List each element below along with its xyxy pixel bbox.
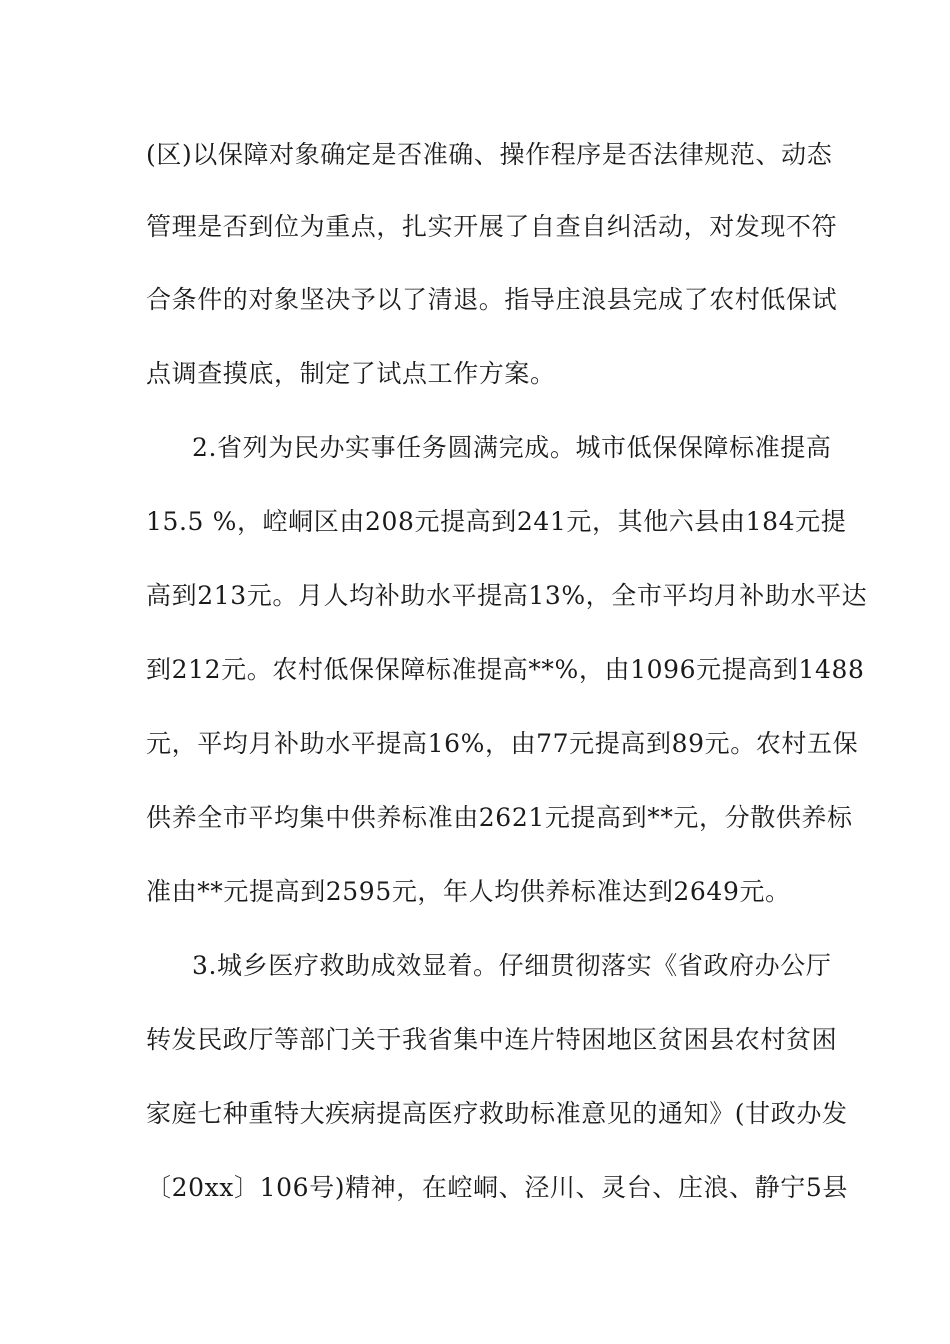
text-line: 点调查摸底，制定了试点工作方案。 bbox=[146, 359, 556, 388]
text-line: 准由**元提高到2595元，年人均供养标准达到2649元。 bbox=[146, 877, 791, 906]
paragraph-start-line: 3.城乡医疗救助成效显着。仔细贯彻落实《省政府办公厅 bbox=[192, 951, 832, 980]
text-line: 转发民政厅等部门关于我省集中连片特困地区贫困县农村贫困 bbox=[146, 1025, 838, 1054]
text-line: 〔20xx〕106号)精神，在崆峒、泾川、灵台、庄浪、静宁5县 bbox=[146, 1173, 848, 1202]
paragraph-start-line: 2.省列为民办实事任务圆满完成。城市低保保障标准提高 bbox=[192, 433, 832, 462]
text-line: 高到213元。月人均补助水平提高13%，全市平均月补助水平达 bbox=[146, 581, 868, 610]
text-line: 15.5 %，崆峒区由208元提高到241元，其他六县由184元提 bbox=[146, 507, 847, 536]
text-line: (区)以保障对象确定是否准确、操作程序是否法律规范、动态 bbox=[146, 140, 833, 169]
text-line: 家庭七种重特大疾病提高医疗救助标准意见的通知》(甘政办发 bbox=[146, 1099, 848, 1128]
text-line: 管理是否到位为重点，扎实开展了自查自纠活动，对发现不符 bbox=[146, 212, 838, 241]
text-line: 到212元。农村低保保障标准提高**%，由1096元提高到1488 bbox=[146, 655, 865, 684]
text-line: 供养全市平均集中供养标准由2621元提高到**元，分散供养标 bbox=[146, 803, 853, 832]
text-line: 元，平均月补助水平提高16%，由77元提高到89元。农村五保 bbox=[146, 729, 859, 758]
text-line: 合条件的对象坚决予以了清退。指导庄浪县完成了农村低保试 bbox=[146, 285, 838, 314]
